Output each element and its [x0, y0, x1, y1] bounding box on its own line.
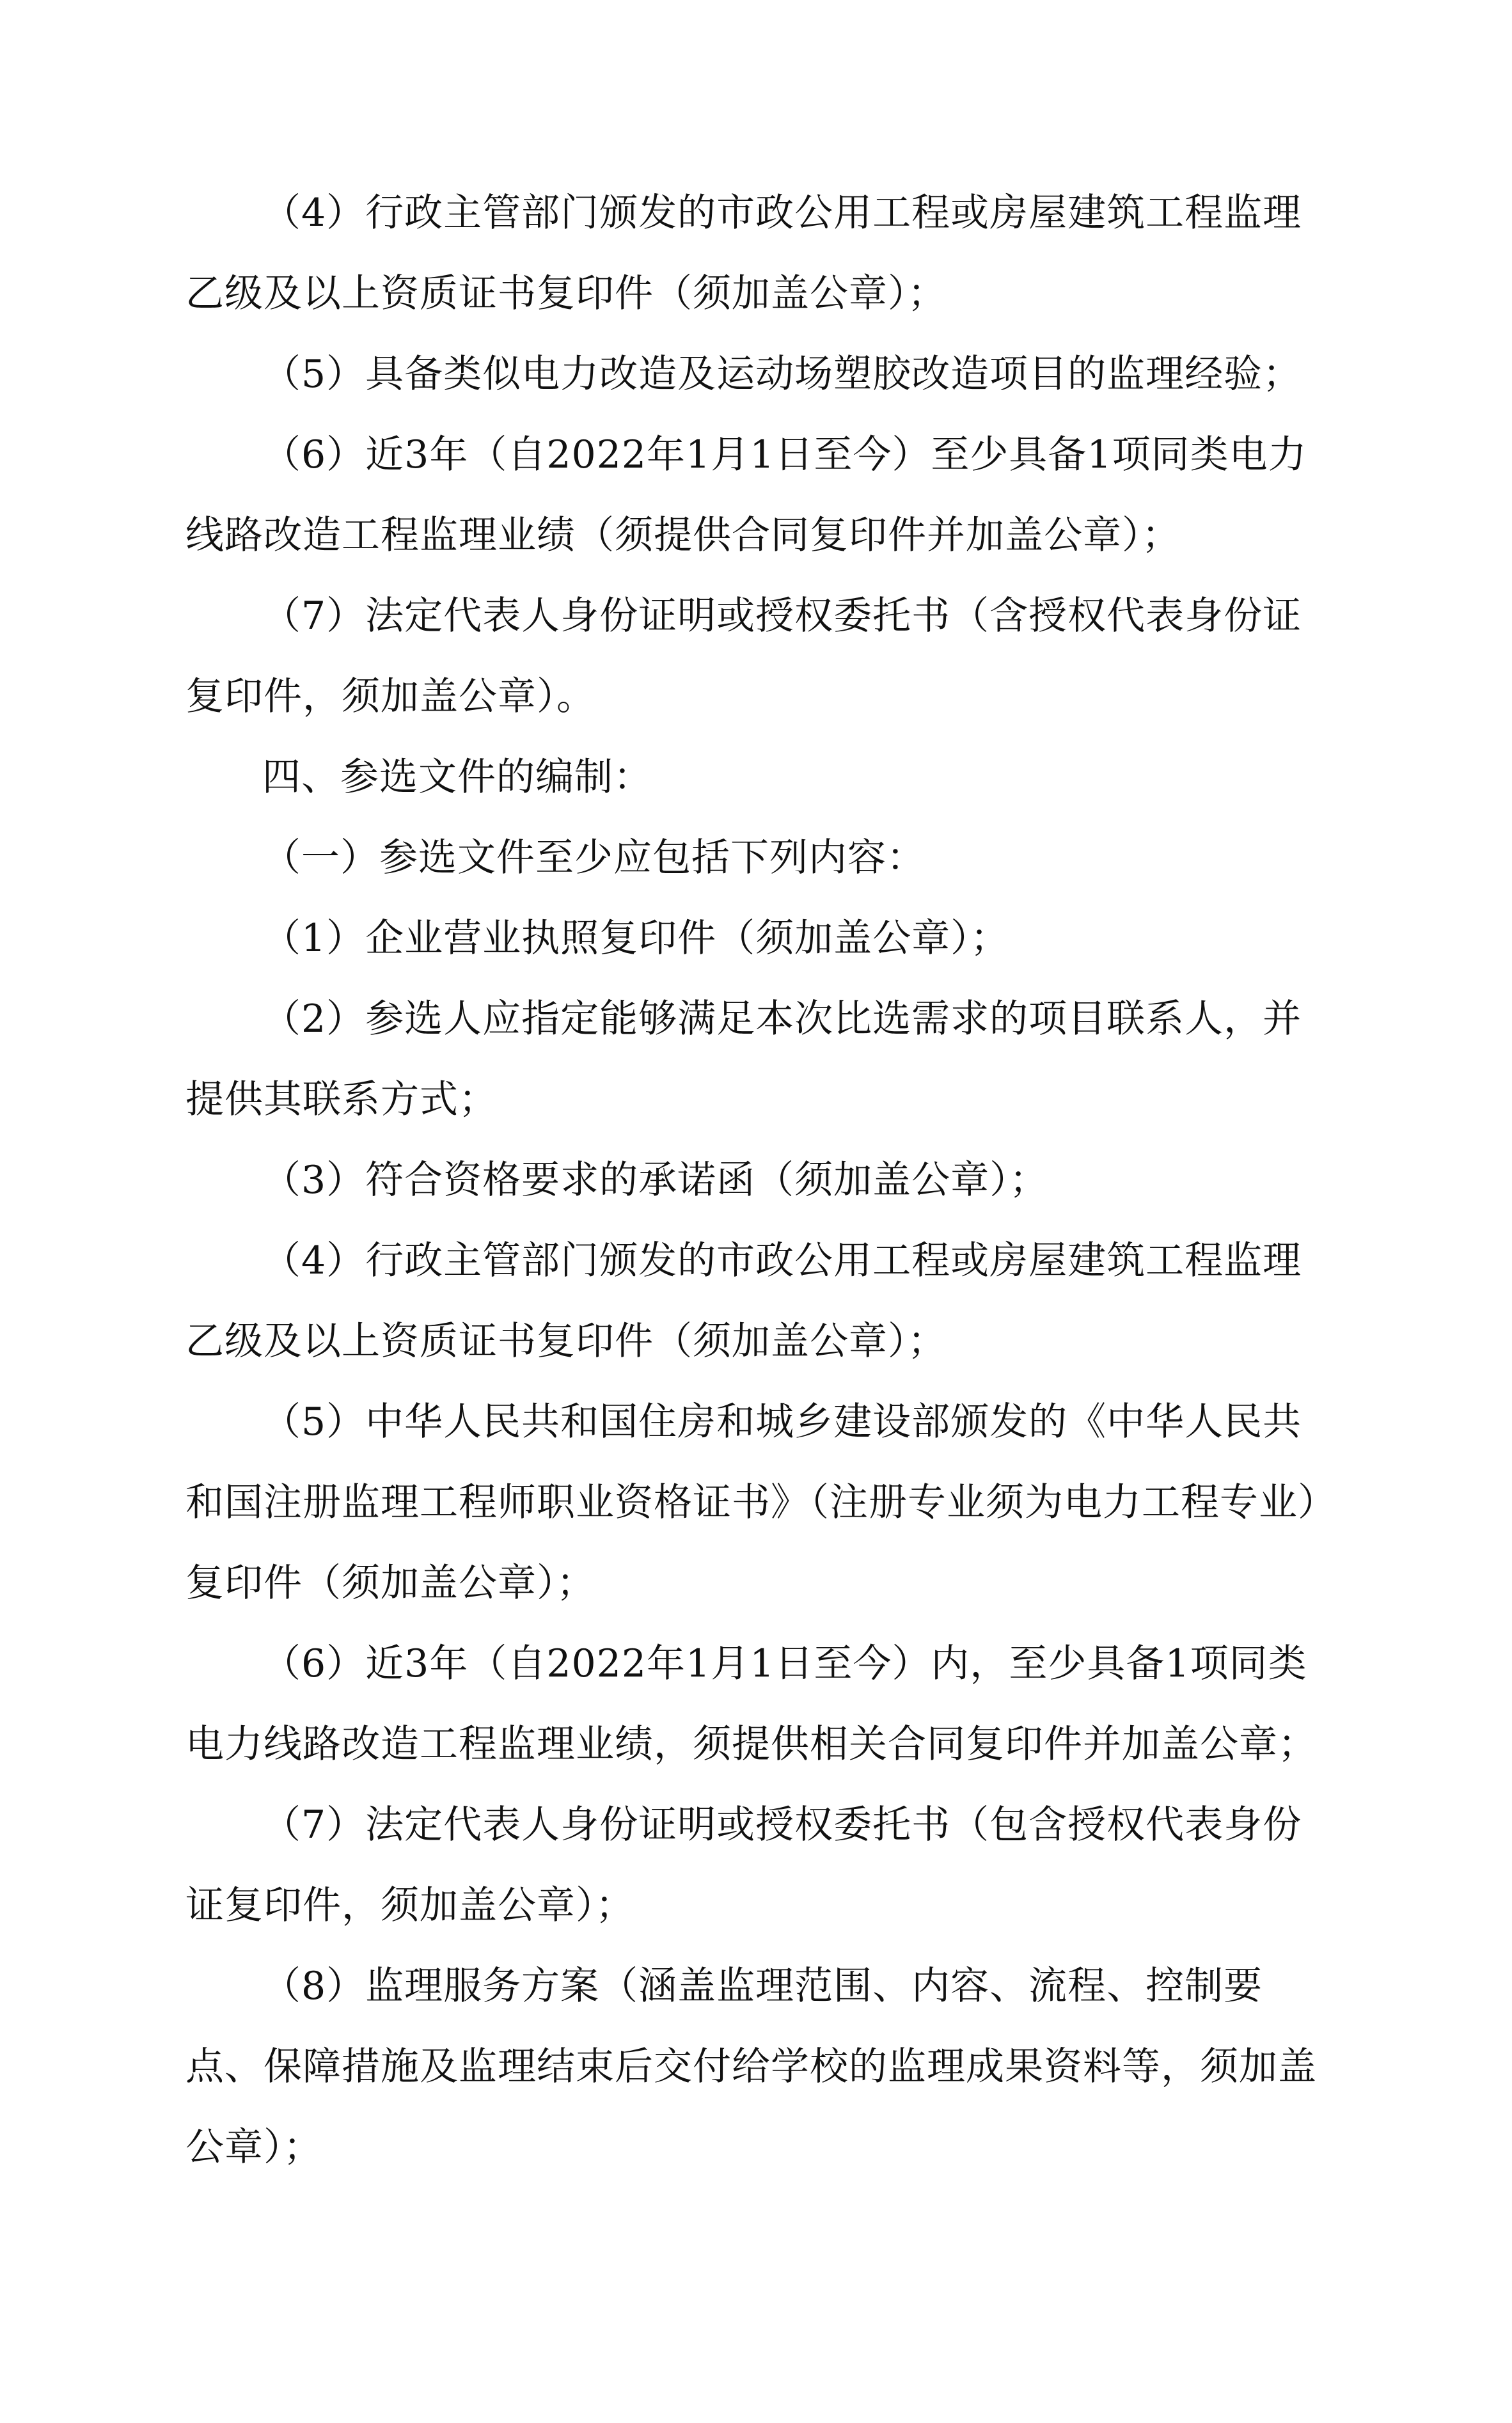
- document-item-7: （7）法定代表人身份证明或授权委托书（包含授权代表身份证复印件，须加盖公章）；: [185, 1803, 1302, 1928]
- document-item-5: （5）中华人民共和国住房和城乡建设部颁发的《中华人民共和国注册监理工程师职业资格证书》（注册专业须为电力工程专业）复印件（须加盖公章）；: [185, 1400, 1337, 1606]
- requirement-item-6: （6）近3年（自2022年1月1日至今）至少具备1项同类电力线路改造工程监理业绩（须提供合同复印件并加盖公章）；: [185, 432, 1307, 558]
- document-item-8: （8）监理服务方案（涵盖监理范围、内容、流程、控制要点、保障措施及监理结束后交付给学校的监理成果资料等，须加盖公章）；: [185, 1964, 1317, 2170]
- requirement-item-4: （4）行政主管部门颁发的市政公用工程或房屋建筑工程监理乙级及以上资质证书复印件（须加盖公章）；: [185, 191, 1302, 316]
- requirement-item-7: （7）法定代表人身份证明或授权委托书（含授权代表身份证复印件，须加盖公章）。: [185, 594, 1302, 719]
- subsection-heading: （一）参选文件至少应包括下列内容：: [262, 835, 925, 880]
- document-body: [185, 173, 1337, 2188]
- requirement-item-5: （5）具备类似电力改造及运动场塑胶改造项目的监理经验；: [262, 352, 1302, 397]
- document-item-1: （1）企业营业执照复印件（须加盖公章）；: [262, 916, 1010, 961]
- document-item-4: （4）行政主管部门颁发的市政公用工程或房屋建筑工程监理乙级及以上资质证书复印件（须加盖公章）；: [185, 1238, 1302, 1364]
- section-heading: 四、参选文件的编制：: [262, 755, 652, 800]
- document-item-6: （6）近3年（自2022年1月1日至今）内，至少具备1项同类电力线路改造工程监理业绩，须提供相关合同复印件并加盖公章；: [185, 1641, 1317, 1767]
- document-item-3: （3）符合资格要求的承诺函（须加盖公章）；: [262, 1158, 1049, 1203]
- document-item-2: （2）参选人应指定能够满足本次比选需求的项目联系人，并提供其联系方式；: [185, 997, 1302, 1122]
